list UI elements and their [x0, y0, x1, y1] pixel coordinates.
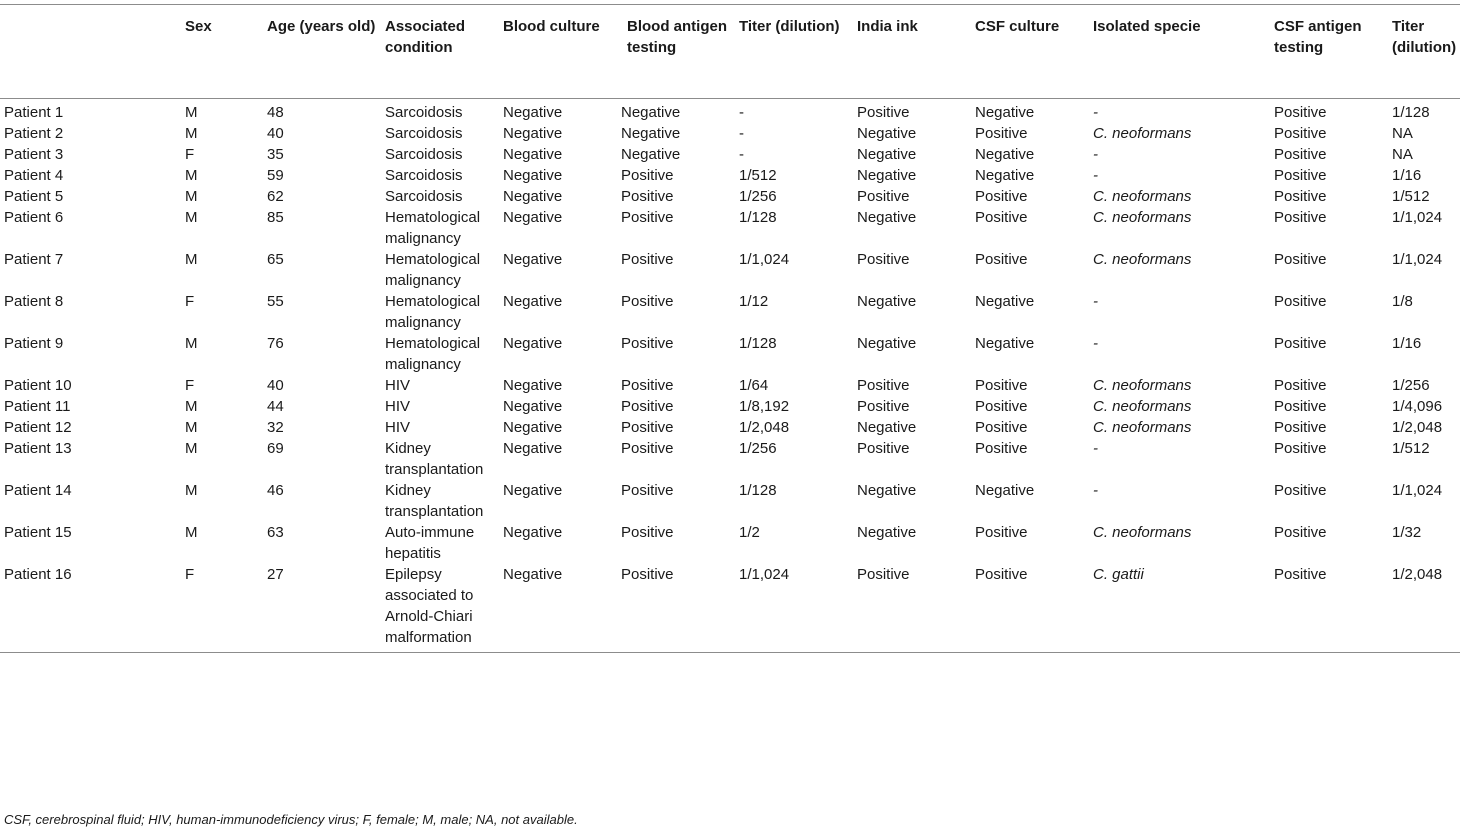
table-cell: 1/1,024: [739, 251, 790, 268]
table-cell: Patient 3: [4, 146, 64, 163]
table-cell: Positive: [1274, 125, 1327, 142]
column-header: Blood culture: [499, 5, 617, 99]
table-cell: Positive: [1274, 482, 1327, 499]
table-row: [0, 123, 1460, 144]
table-cell: Positive: [1274, 440, 1327, 457]
table-row: [0, 480, 1460, 522]
table-cell: 1/2,048: [1392, 419, 1443, 436]
table-cell: Patient 8: [4, 293, 64, 310]
table-cell: Negative: [857, 482, 917, 499]
table-cell: 63: [267, 524, 284, 541]
table-cell: Positive: [857, 398, 910, 415]
column-header: Sex: [181, 5, 263, 99]
table-cell: Sarcoidosis: [385, 104, 463, 121]
table-cell: Positive: [857, 377, 910, 394]
table-cell: Positive: [1274, 398, 1327, 415]
table-cell: HIV: [385, 377, 411, 394]
table-cell: Positive: [1274, 377, 1327, 394]
table-cell: Positive: [621, 209, 674, 226]
table-cell: Negative: [503, 104, 563, 121]
table-cell: C. neoformans: [1093, 398, 1192, 415]
table-cell: Negative: [503, 398, 563, 415]
table-cell: Sarcoidosis: [385, 188, 463, 205]
table-row: [0, 522, 1460, 564]
table-cell: Negative: [503, 440, 563, 457]
table-cell: Positive: [975, 188, 1028, 205]
table-cell: Patient 5: [4, 188, 64, 205]
table-row: [0, 375, 1460, 396]
table-cell: Patient 10: [4, 377, 72, 394]
table-cell: Positive: [1274, 188, 1327, 205]
table-cell: Positive: [975, 419, 1028, 436]
table-cell: 1/128: [739, 209, 777, 226]
table-cell: Positive: [975, 125, 1028, 142]
table-cell: Positive: [975, 440, 1028, 457]
column-header: India ink: [853, 5, 971, 99]
table-cell: Hematological malignancy: [385, 251, 481, 289]
table-cell: Negative: [503, 251, 563, 268]
table-cell: Positive: [975, 524, 1028, 541]
table-cell: 55: [267, 293, 284, 310]
table-cell: Negative: [503, 125, 563, 142]
table-cell: 1/4,096: [1392, 398, 1443, 415]
table-cell: Negative: [621, 146, 681, 163]
table-cell: Positive: [1274, 419, 1327, 436]
table-cell: Positive: [857, 566, 910, 583]
table-cell: M: [185, 440, 198, 457]
table-cell: C. neoformans: [1093, 209, 1192, 226]
table-row: [0, 99, 1460, 124]
column-header: [0, 5, 181, 99]
column-header: Titer (dilution): [735, 5, 853, 99]
table-cell: 85: [267, 209, 284, 226]
table-cell: -: [1093, 335, 1098, 352]
table-cell: NA: [1392, 146, 1413, 163]
table-cell: Negative: [503, 146, 563, 163]
table-row: [0, 438, 1460, 480]
column-header: Associated condition: [381, 5, 499, 99]
table-row: [0, 564, 1460, 653]
column-header: CSF antigen testing: [1270, 5, 1388, 99]
table-cell: Negative: [503, 482, 563, 499]
table-cell: Positive: [975, 398, 1028, 415]
table-cell: M: [185, 419, 198, 436]
table-cell: Positive: [975, 377, 1028, 394]
table-cell: M: [185, 209, 198, 226]
table-cell: Positive: [1274, 167, 1327, 184]
table-cell: -: [1093, 482, 1098, 499]
table-row: [0, 396, 1460, 417]
table-cell: Patient 2: [4, 125, 64, 142]
table-cell: Negative: [503, 419, 563, 436]
table-cell: Patient 13: [4, 440, 72, 457]
table-cell: Positive: [857, 104, 910, 121]
table-cell: C. neoformans: [1093, 377, 1192, 394]
table-cell: C. neoformans: [1093, 188, 1192, 205]
table-cell: M: [185, 524, 198, 541]
column-header: CSF culture: [971, 5, 1089, 99]
table-cell: M: [185, 167, 198, 184]
table-cell: HIV: [385, 419, 411, 436]
table-cell: 1/1,024: [739, 566, 790, 583]
table-cell: Patient 11: [4, 398, 71, 415]
table-cell: Positive: [621, 398, 674, 415]
table-cell: M: [185, 398, 198, 415]
table-cell: 1/16: [1392, 335, 1422, 352]
table-cell: Negative: [857, 209, 917, 226]
table-cell: M: [185, 251, 198, 268]
table-cell: Negative: [857, 419, 917, 436]
table-cell: Hematological malignancy: [385, 209, 481, 247]
table-cell: 59: [267, 167, 284, 184]
table-cell: 1/128: [1392, 104, 1430, 121]
table-cell: 1/8: [1392, 293, 1413, 310]
table-cell: Patient 4: [4, 167, 64, 184]
table-cell: Negative: [857, 167, 917, 184]
table-cell: -: [1093, 440, 1098, 457]
table-cell: M: [185, 335, 198, 352]
table-cell: 1/512: [1392, 440, 1430, 457]
table-cell: -: [739, 146, 744, 163]
table-cell: 44: [267, 398, 284, 415]
table-cell: Positive: [621, 377, 674, 394]
table-cell: 32: [267, 419, 284, 436]
table-cell: 46: [267, 482, 284, 499]
table-cell: 1/2: [739, 524, 760, 541]
table-cell: Negative: [621, 104, 681, 121]
table-cell: Negative: [857, 335, 917, 352]
table-cell: Kidney transplantation: [385, 440, 484, 478]
table-cell: 69: [267, 440, 284, 457]
table-row: [0, 144, 1460, 165]
table-cell: 40: [267, 125, 284, 142]
table-cell: Positive: [1274, 104, 1327, 121]
table-cell: Patient 15: [4, 524, 72, 541]
table-footnote: CSF, cerebrospinal fluid; HIV, human-immunodeficiency virus; F, female; M, male; NA, not available.: [4, 812, 578, 827]
table-cell: 1/1,024: [1392, 209, 1443, 226]
table-cell: Positive: [621, 188, 674, 205]
table-cell: Negative: [975, 146, 1035, 163]
table-cell: 1/256: [739, 440, 777, 457]
table-cell: Auto-immune hepatitis: [385, 524, 475, 562]
table-cell: Kidney transplantation: [385, 482, 484, 520]
table-cell: C. gattii: [1093, 566, 1144, 583]
table-cell: -: [739, 125, 744, 142]
table-cell: Negative: [857, 524, 917, 541]
table-cell: F: [185, 146, 195, 163]
table-cell: Patient 1: [4, 104, 64, 121]
column-header: Age (years old): [263, 5, 381, 99]
table-cell: Negative: [503, 335, 563, 352]
table-cell: -: [739, 104, 744, 121]
table-cell: Hematological malignancy: [385, 293, 481, 331]
column-header: Isolated specie: [1089, 5, 1270, 99]
table-cell: Negative: [503, 377, 563, 394]
table-cell: HIV: [385, 398, 411, 415]
table-cell: Patient 6: [4, 209, 64, 226]
table-cell: 1/256: [739, 188, 777, 205]
header-row: [0, 5, 1460, 99]
table-cell: Positive: [621, 419, 674, 436]
table-cell: Negative: [503, 524, 563, 541]
table-cell: 35: [267, 146, 284, 163]
table-cell: Positive: [1274, 293, 1327, 310]
table-row: [0, 207, 1460, 249]
table-cell: Negative: [975, 482, 1035, 499]
column-header: Blood antigen testing: [617, 5, 735, 99]
table-cell: Negative: [503, 566, 563, 583]
table-cell: Positive: [621, 524, 674, 541]
table-cell: 1/32: [1392, 524, 1422, 541]
table-cell: Positive: [621, 293, 674, 310]
table-cell: -: [1093, 167, 1098, 184]
table-cell: Negative: [503, 167, 563, 184]
table-cell: 27: [267, 566, 284, 583]
table-cell: F: [185, 377, 195, 394]
table-cell: Positive: [975, 566, 1028, 583]
table-cell: M: [185, 188, 198, 205]
table-row: [0, 333, 1460, 375]
table-cell: Positive: [975, 209, 1028, 226]
table-row: [0, 291, 1460, 333]
table-cell: Positive: [621, 167, 674, 184]
table-cell: -: [1093, 293, 1098, 310]
table-cell: Negative: [857, 125, 917, 142]
table-cell: Negative: [975, 293, 1035, 310]
table-cell: 1/64: [739, 377, 769, 394]
table-cell: 40: [267, 377, 284, 394]
patient-table: [0, 4, 1460, 653]
table-cell: 1/16: [1392, 167, 1422, 184]
table-cell: 1/8,192: [739, 398, 790, 415]
table-cell: F: [185, 566, 195, 583]
table-cell: Epilepsy associated to Arnold-Chiari malformation: [385, 566, 474, 646]
table-cell: Negative: [857, 146, 917, 163]
table-cell: Positive: [1274, 146, 1327, 163]
table-cell: M: [185, 482, 198, 499]
table-cell: 1/1,024: [1392, 482, 1443, 499]
table-cell: 1/256: [1392, 377, 1430, 394]
table-cell: NA: [1392, 125, 1413, 142]
table-cell: Positive: [975, 251, 1028, 268]
table-cell: Positive: [621, 251, 674, 268]
table-row: [0, 249, 1460, 291]
table-cell: 1/128: [739, 335, 777, 352]
table-cell: F: [185, 293, 195, 310]
table-cell: -: [1093, 146, 1098, 163]
table-cell: Patient 7: [4, 251, 64, 268]
table-cell: M: [185, 125, 198, 142]
table-cell: 48: [267, 104, 284, 121]
table-row: [0, 417, 1460, 438]
table-cell: Negative: [857, 293, 917, 310]
table-cell: Positive: [857, 440, 910, 457]
table-cell: 62: [267, 188, 284, 205]
table-cell: 1/512: [739, 167, 777, 184]
table-cell: Positive: [1274, 524, 1327, 541]
table-cell: Positive: [857, 188, 910, 205]
table-cell: Positive: [1274, 251, 1327, 268]
table-cell: -: [1093, 104, 1098, 121]
table-cell: Patient 16: [4, 566, 72, 583]
table-cell: Positive: [1274, 209, 1327, 226]
table-cell: C. neoformans: [1093, 524, 1192, 541]
table-cell: Positive: [621, 335, 674, 352]
table-cell: Negative: [621, 125, 681, 142]
table-cell: C. neoformans: [1093, 125, 1192, 142]
table-cell: 1/128: [739, 482, 777, 499]
table-cell: C. neoformans: [1093, 251, 1192, 268]
table-cell: Positive: [621, 440, 674, 457]
table-cell: C. neoformans: [1093, 419, 1192, 436]
table-cell: Sarcoidosis: [385, 146, 463, 163]
table-row: [0, 165, 1460, 186]
table-header: [0, 5, 1460, 99]
table-cell: Negative: [975, 335, 1035, 352]
table-cell: Negative: [975, 104, 1035, 121]
table-cell: 1/1,024: [1392, 251, 1443, 268]
table-cell: Positive: [1274, 566, 1327, 583]
table-cell: Patient 9: [4, 335, 64, 352]
table-cell: Positive: [1274, 335, 1327, 352]
table-cell: Sarcoidosis: [385, 125, 463, 142]
table-cell: Positive: [621, 482, 674, 499]
table-cell: Patient 14: [4, 482, 72, 499]
table-cell: 1/2,048: [1392, 566, 1443, 583]
table-cell: 1/2,048: [739, 419, 790, 436]
table-cell: Patient 12: [4, 419, 72, 436]
table-cell: Sarcoidosis: [385, 167, 463, 184]
table-cell: 1/512: [1392, 188, 1430, 205]
table-cell: 76: [267, 335, 284, 352]
table-cell: Negative: [503, 293, 563, 310]
table-cell: Positive: [621, 566, 674, 583]
table-cell: Negative: [503, 188, 563, 205]
table-cell: Positive: [857, 251, 910, 268]
table-cell: Negative: [975, 167, 1035, 184]
table-cell: M: [185, 104, 198, 121]
table-cell: Hematological malignancy: [385, 335, 481, 373]
table-cell: 65: [267, 251, 284, 268]
table-cell: Negative: [503, 209, 563, 226]
table-body: [0, 99, 1460, 653]
column-header: Titer (dilution): [1388, 5, 1460, 99]
table-cell: 1/12: [739, 293, 769, 310]
table-row: [0, 186, 1460, 207]
